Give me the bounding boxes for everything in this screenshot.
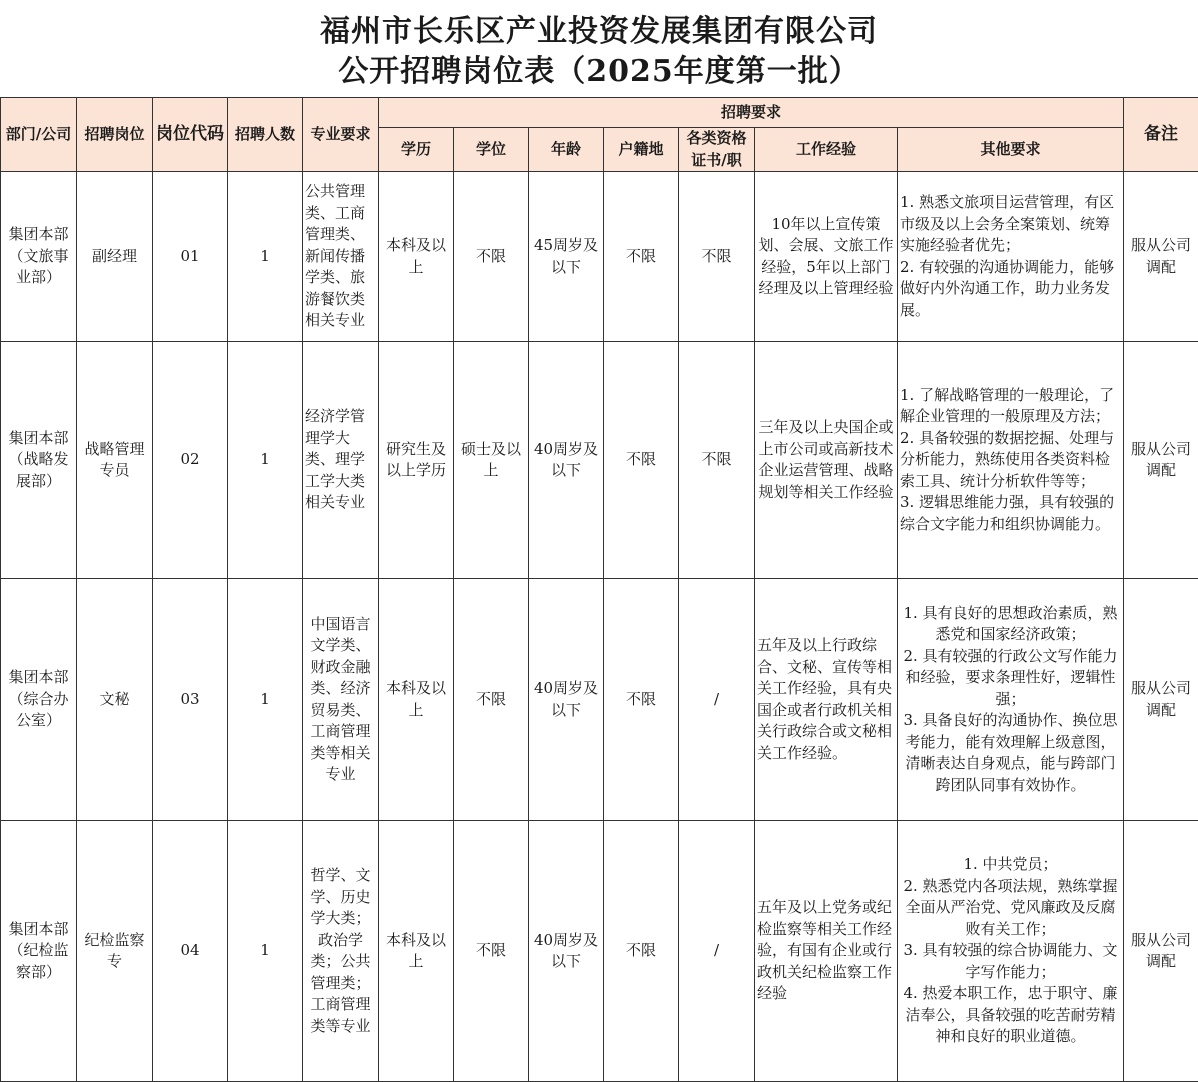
cell-age: 40周岁及以下	[529, 579, 604, 821]
cell-dept: 集团本部（纪检监察部）	[1, 821, 77, 1082]
cell-hukou: 不限	[604, 342, 679, 579]
cell-dept: 集团本部（综合办公室）	[1, 579, 77, 821]
cell-remark: 服从公司调配	[1124, 821, 1198, 1082]
header-other: 其他要求	[898, 128, 1124, 172]
cell-count: 1	[228, 342, 303, 579]
cell-education: 研究生及以上学历	[379, 342, 454, 579]
cell-position: 战略管理专员	[77, 342, 153, 579]
cell-education: 本科及以上	[379, 579, 454, 821]
cell-experience: 10年以上宣传策划、会展、文旅工作经验，5年以上部门经理及以上管理经验	[755, 172, 898, 342]
cell-experience: 五年及以上行政综合、文秘、宣传等相关工作经验，具有央国企或者行政机关相关行政综合或文秘相关工作经验。	[755, 579, 898, 821]
cell-degree: 硕士及以上	[454, 342, 529, 579]
cell-code: 04	[153, 821, 228, 1082]
cell-hukou: 不限	[604, 821, 679, 1082]
cell-major: 哲学、文学、历史学大类；政治学类；公共管理类；工商管理类等专业	[303, 821, 379, 1082]
cell-major: 经济学管理学大类、理学工学大类相关专业	[303, 342, 379, 579]
header-degree: 学位	[454, 128, 529, 172]
header-remark: 备注	[1124, 98, 1198, 172]
header-major: 专业要求	[303, 98, 379, 172]
header-count: 招聘人数	[228, 98, 303, 172]
table-row	[1, 172, 1198, 342]
header-requirements: 招聘要求	[379, 98, 1124, 128]
table-row	[1, 579, 1198, 821]
cell-certificate: 不限	[679, 342, 755, 579]
table-row	[1, 821, 1198, 1082]
cell-count: 1	[228, 821, 303, 1082]
cell-certificate: /	[679, 821, 755, 1082]
header-certificate: 各类资格证书/职	[679, 128, 755, 172]
cell-remark: 服从公司调配	[1124, 172, 1198, 342]
cell-count: 1	[228, 579, 303, 821]
table-body	[1, 172, 1198, 1082]
cell-experience: 三年及以上央国企或上市公司或高新技术企业运营管理、战略规划等相关工作经验	[755, 342, 898, 579]
header-education: 学历	[379, 128, 454, 172]
cell-code: 03	[153, 579, 228, 821]
cell-experience: 五年及以上党务或纪检监察等相关工作经验，有国有企业或行政机关纪检监察工作经验	[755, 821, 898, 1082]
cell-position: 纪检监察专	[77, 821, 153, 1082]
cell-hukou: 不限	[604, 579, 679, 821]
cell-age: 40周岁及以下	[529, 342, 604, 579]
cell-remark: 服从公司调配	[1124, 342, 1198, 579]
cell-education: 本科及以上	[379, 821, 454, 1082]
cell-position: 文秘	[77, 579, 153, 821]
header-experience: 工作经验	[755, 128, 898, 172]
cell-other: 1. 具有良好的思想政治素质，熟悉党和国家经济政策； 2. 具有较强的行政公文写作能力和经验，要求条理性好，逻辑性强； 3. 具备良好的沟通协作、换位思考能力，能有效理解上级意图，清晰表达自身观点，能与跨部门跨团队同事有效协作。	[898, 579, 1124, 821]
cell-other: 1. 熟悉文旅项目运营管理，有区市级及以上会务全案策划、统筹实施经验者优先； 2. 有较强的沟通协调能力，能够做好内外沟通工作，助力业务发展。	[898, 172, 1124, 342]
cell-certificate: 不限	[679, 172, 755, 342]
cell-code: 01	[153, 172, 228, 342]
header-code: 岗位代码	[153, 98, 228, 172]
cell-education: 本科及以上	[379, 172, 454, 342]
cell-position: 副经理	[77, 172, 153, 342]
table-row	[1, 342, 1198, 579]
cell-degree: 不限	[454, 579, 529, 821]
cell-degree: 不限	[454, 172, 529, 342]
cell-age: 45周岁及以下	[529, 172, 604, 342]
cell-count: 1	[228, 172, 303, 342]
cell-major: 公共管理类、工商管理类、新闻传播学类、旅游餐饮类相关专业	[303, 172, 379, 342]
recruitment-table	[0, 97, 1198, 1082]
header-age: 年龄	[529, 128, 604, 172]
cell-dept: 集团本部（文旅事业部）	[1, 172, 77, 342]
cell-other: 1. 中共党员； 2. 熟悉党内各项法规，熟练掌握全面从严治党、党风廉政及反腐败有关工作； 3. 具有较强的综合协调能力、文字写作能力； 4. 热爱本职工作，忠于职守、廉洁奉公，具备较强的吃苦耐劳精神和良好的职业道德。	[898, 821, 1124, 1082]
cell-major: 中国语言文学类、财政金融类、经济贸易类、工商管理类等相关专业	[303, 579, 379, 821]
document-title	[0, 0, 1198, 97]
table-header	[1, 98, 1198, 172]
title-line-table-name: 公开招聘岗位表（2025年度第一批）	[0, 52, 1198, 92]
header-dept: 部门/公司	[1, 98, 77, 172]
cell-dept: 集团本部（战略发展部）	[1, 342, 77, 579]
cell-other: 1. 了解战略管理的一般理论，了解企业管理的一般原理及方法； 2. 具备较强的数据挖掘、处理与分析能力，熟练使用各类资料检索工具、统计分析软件等等； 3. 逻辑思维能力强，具有较强的综合文字能力和组织协调能力。	[898, 342, 1124, 579]
cell-hukou: 不限	[604, 172, 679, 342]
cell-age: 40周岁及以下	[529, 821, 604, 1082]
header-hukou: 户籍地	[604, 128, 679, 172]
cell-code: 02	[153, 342, 228, 579]
header-position: 招聘岗位	[77, 98, 153, 172]
cell-certificate: /	[679, 579, 755, 821]
cell-degree: 不限	[454, 821, 529, 1082]
cell-remark: 服从公司调配	[1124, 579, 1198, 821]
title-line-company: 福州市长乐区产业投资发展集团有限公司	[0, 0, 1198, 52]
